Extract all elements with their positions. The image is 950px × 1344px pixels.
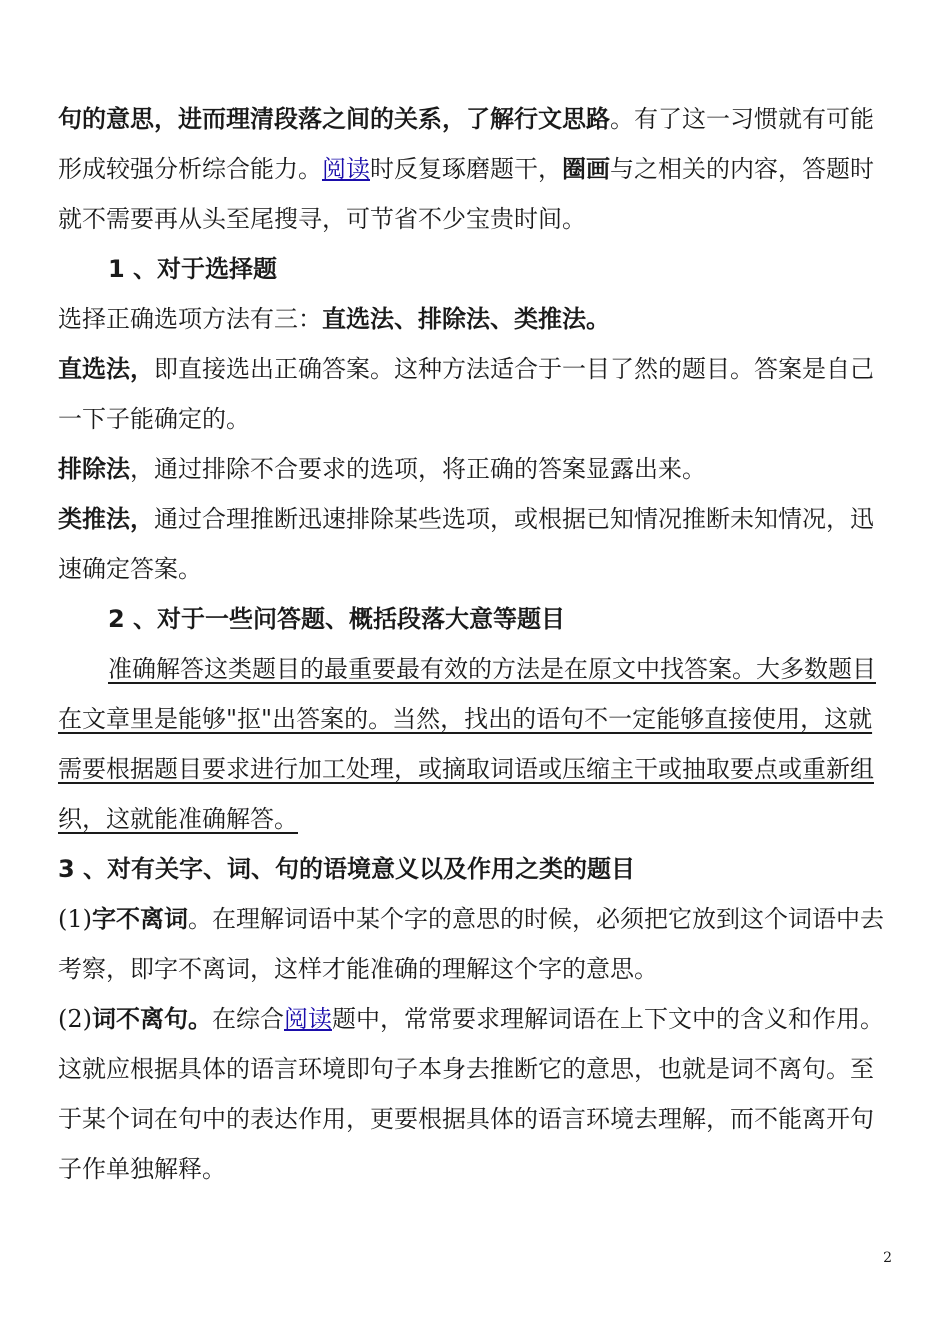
heading-context-meaning: 3 、对有关字、词、句的语境意义以及作用之类的题目 xyxy=(58,855,636,883)
paragraph-exclusion-method xyxy=(58,444,894,494)
bold-text: 类推法， xyxy=(58,505,154,533)
bold-text: 字不离词 xyxy=(92,905,188,933)
bold-text: 排除法 xyxy=(58,455,130,483)
list-number: (2) xyxy=(58,1005,92,1033)
text: 。在理解词语中某个字的意思的时候，必须把它放到这个词语中去考察，即字不离词，这样才能准确的理解这个字的意思。 xyxy=(58,905,884,983)
bold-text: 直选法， xyxy=(58,355,154,383)
text: 题中，常常要求理解词语在上下文中的含义和作用。这就应根据具体的语言环境即句子本身去推断它的意思，也就是词不离句。至于某个词在句中的表达作用，更要根据具体的语言环境去理解，而不能离开句子作单独解释。 xyxy=(58,1005,884,1183)
bold-text: 句的意思，进而理清段落之间的关系，了解行文思路 xyxy=(58,105,610,133)
underlined-text: 准确解答这类题目的最重要最有效的方法是在原文中找答案。大多数题目在文章里是能够"抠"出答案的。当然，找出的语句不一定能够直接使用，这就需要根据题目要求进行加工处理，或摘取词语或压缩主干或抽取要点或重新组织，这就能准确解答。 xyxy=(58,655,876,833)
bold-text: 直选法、排除法、类推法。 xyxy=(322,305,610,333)
text: 与之相关的内容，答题时就不需要再从头至尾搜寻，可节省不少宝贵时间。 xyxy=(58,155,874,233)
paragraph-char-in-word xyxy=(58,894,894,994)
text: 在综合 xyxy=(212,1005,284,1033)
text: 时反复琢磨题干， xyxy=(370,155,562,183)
list-number: (1) xyxy=(58,905,92,933)
bold-text: 圈画 xyxy=(562,155,610,183)
paragraph-find-answer xyxy=(58,644,894,844)
text: 。有了这一习惯就有可能形成较强分析综合能力。 xyxy=(58,105,874,183)
text: ，通过排除不合要求的选项，将正确的答案显露出来。 xyxy=(130,455,706,483)
heading-qa-questions: 2 、对于一些问答题、概括段落大意等题目 xyxy=(108,605,566,633)
document-body xyxy=(58,94,894,1194)
bold-text: 词不离句。 xyxy=(92,1005,212,1033)
reading-link[interactable]: 阅读 xyxy=(284,1005,332,1033)
text: 通过合理推断迅速排除某些选项，或根据已知情况推断未知情况，迅速确定答案。 xyxy=(58,505,874,583)
paragraph-reading-habit xyxy=(58,94,894,244)
paragraph-methods xyxy=(58,294,894,344)
text: 即直接选出正确答案。这种方法适合于一目了然的题目。答案是自己一下子能确定的。 xyxy=(58,355,874,433)
reading-link[interactable]: 阅读 xyxy=(322,155,370,183)
paragraph-analogy-method xyxy=(58,494,894,594)
paragraph-direct-method xyxy=(58,344,894,444)
heading-choice-questions: 1 、对于选择题 xyxy=(108,255,278,283)
page-number: 2 xyxy=(883,1250,892,1266)
text: 选择正确选项方法有三： xyxy=(58,305,322,333)
paragraph-word-in-sentence xyxy=(58,994,894,1194)
